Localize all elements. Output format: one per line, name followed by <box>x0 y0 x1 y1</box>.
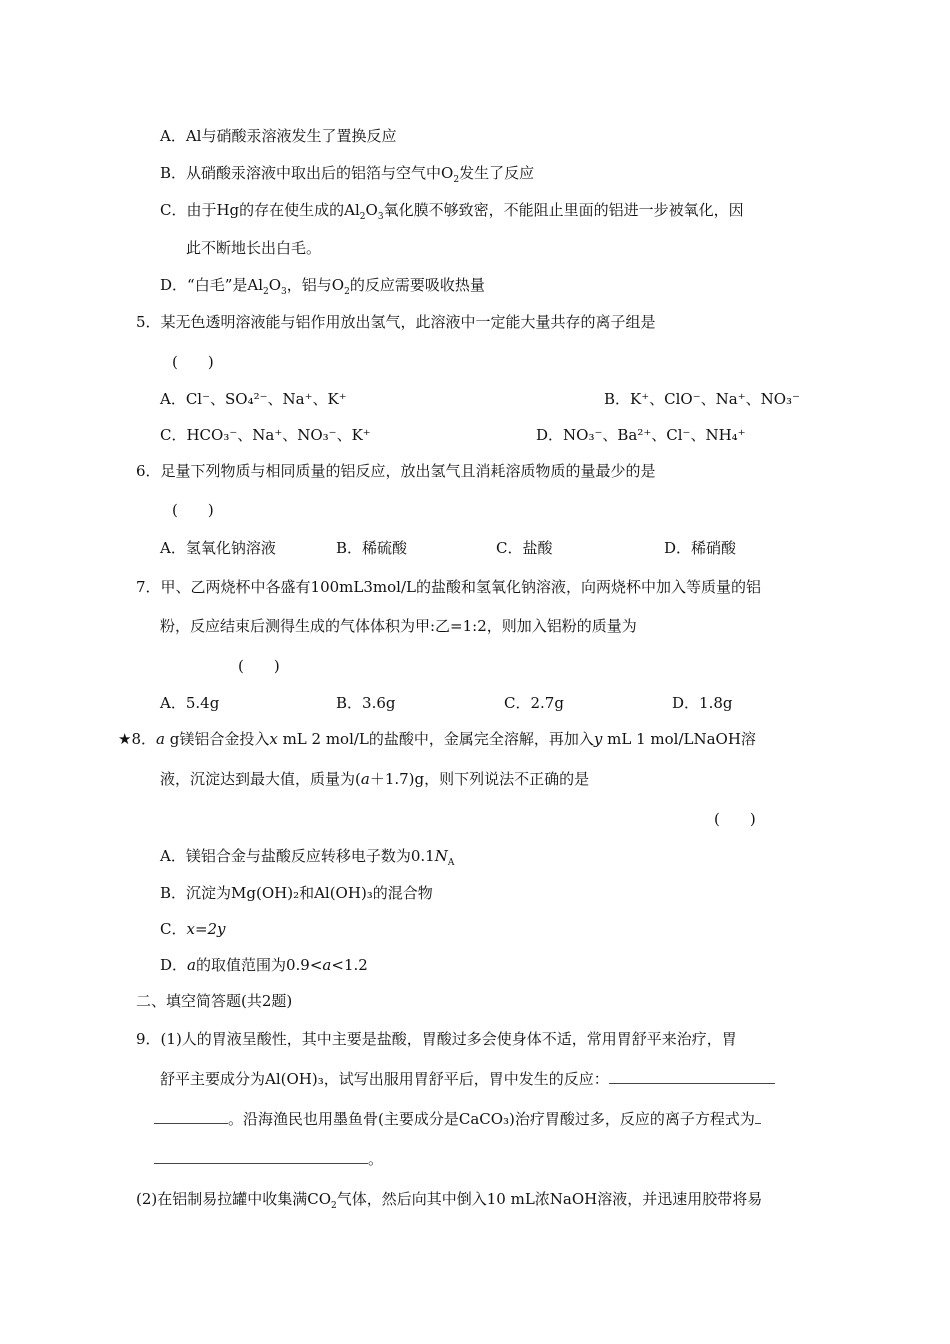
q4-option-c-cont: 此不断地长出白毛。 <box>186 239 322 257</box>
q6-option-a: A．氢氧化钠溶液 <box>160 539 276 557</box>
q7-stem-line2: 粉，反应结束后测得生成的气体体积为甲:乙=1:2，则加入铝粉的质量为 <box>160 617 637 635</box>
q4-option-a: A．Al与硝酸汞溶液发生了置换反应 <box>160 127 397 145</box>
q5-option-b: B．K⁺、ClO⁻、Na⁺、NO₃⁻ <box>604 390 800 408</box>
q6-stem: 6．足量下列物质与相同质量的铝反应，放出氢气且消耗溶质物质的量最少的是 <box>136 462 656 480</box>
q8-stem-line2: 液，沉淀达到最大值，质量为(a＋1.7)g，则下列说法不正确的是 <box>160 770 590 788</box>
q5-option-a: A．Cl⁻、SO₄²⁻、Na⁺、K⁺ <box>160 390 347 408</box>
q4-option-c: C．由于Hg的存在使生成的$Al_2O_3$氧化膜不够致密，不能阻止里面的铝进一步被氧化，因 <box>160 201 744 222</box>
q9-line2: 舒平主要成分为Al(OH)₃，试写出服用胃舒平后，胃中发生的反应： <box>160 1069 775 1089</box>
answer-blank-1[interactable] <box>609 1069 775 1084</box>
q6-answer-paren: ( ) <box>172 501 214 519</box>
q7-option-c: C．2.7g <box>504 694 564 712</box>
q5-option-d: D．NO₃⁻、Ba²⁺、Cl⁻、NH₄⁺ <box>536 426 746 444</box>
q4-option-b: B．从硝酸汞溶液中取出后的铝箔与空气中$O_2$发生了反应 <box>160 164 535 185</box>
q4-option-d: D．“白毛”是$Al_2O_3$，铝与$O_2$的反应需要吸收热量 <box>160 276 485 297</box>
q9-line4: 。 <box>154 1149 383 1169</box>
star-marker: ★8． <box>118 730 156 748</box>
q5-stem: 5．某无色透明溶液能与铝作用放出氢气，此溶液中一定能大量共存的离子组是 <box>136 313 656 331</box>
answer-blank-4[interactable] <box>154 1149 368 1164</box>
q7-option-d: D．1.8g <box>672 694 733 712</box>
answer-blank-2[interactable] <box>154 1109 228 1124</box>
q6-option-b: B．稀硫酸 <box>336 539 408 557</box>
q5-answer-paren: ( ) <box>172 353 214 371</box>
section-heading: 二、填空简答题(共2题) <box>136 992 293 1010</box>
q7-answer-paren: ( ) <box>238 657 280 675</box>
q9-part2-line1: (2)在铝制易拉罐中收集满$CO_2$气体，然后向其中倒入10 mL浓NaOH溶液，并迅速用胶带将易 <box>136 1190 763 1211</box>
q5-option-c: C．HCO₃⁻、Na⁺、NO₃⁻、K⁺ <box>160 426 371 444</box>
q6-option-d: D．稀硝酸 <box>664 539 737 557</box>
q8-stem-line1: ★8．a g镁铝合金投入x mL 2 mol/L的盐酸中，金属完全溶解，再加入y mL 1 mol/LNaOH溶 <box>118 730 756 748</box>
q9-line3: 。沿海渔民也用墨鱼骨(主要成分是CaCO₃)治疗胃酸过多，反应的离子方程式为 <box>154 1109 761 1129</box>
q7-stem-line1: 7．甲、乙两烧杯中各盛有100mL3mol/L的盐酸和氢氧化钠溶液，向两烧杯中加入等质量的铝 <box>136 578 761 596</box>
q8-answer-paren: ( ) <box>714 810 756 828</box>
q7-option-a: A．5.4g <box>160 694 220 712</box>
q8-option-d: D．a的取值范围为0.9<a<1.2 <box>160 956 368 974</box>
q7-option-b: B．3.6g <box>336 694 396 712</box>
q8-option-c: C．x=2y <box>160 920 226 938</box>
answer-blank-3[interactable] <box>755 1109 761 1124</box>
q8-option-a: A．镁铝合金与盐酸反应转移电子数为$0.1N_A$ <box>160 847 455 868</box>
q6-option-c: C．盐酸 <box>496 539 553 557</box>
q9-line1: 9．(1)人的胃液呈酸性，其中主要是盐酸，胃酸过多会使身体不适，常用胃舒平来治疗，胃 <box>136 1030 737 1048</box>
q8-option-b: B．沉淀为Mg(OH)₂和Al(OH)₃的混合物 <box>160 884 433 902</box>
